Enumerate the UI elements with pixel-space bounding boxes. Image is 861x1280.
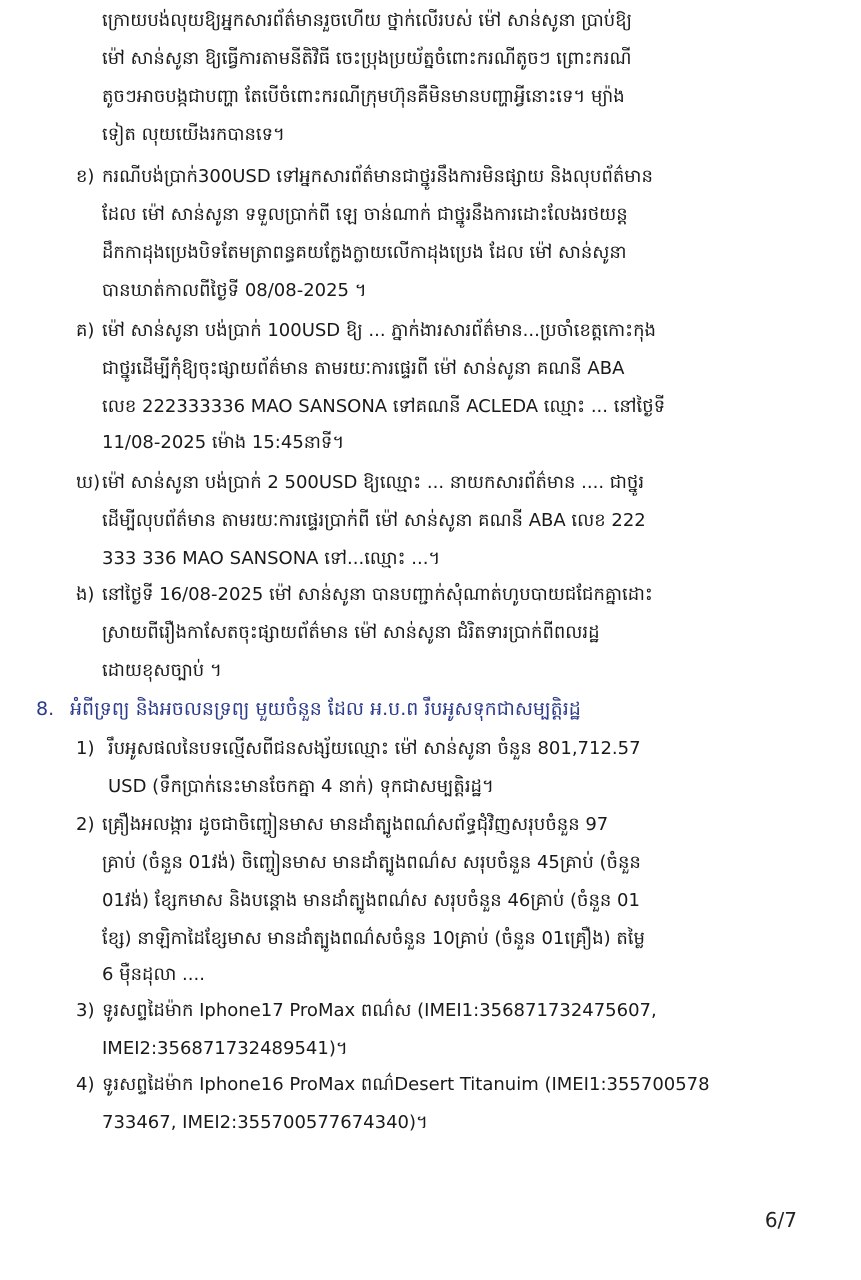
page-number: 6/7 [764,1208,797,1232]
numbered-label: 4) [76,1074,95,1095]
paragraph-line: ម៉ៅ សាន់សូនា ឱ្យធ្វើការតាមនីតិវិធី ចេះប្រុងប្រយ័ត្នចំពោះករណីតូចៗ ព្រោះករណី [102,48,632,69]
paragraph-line: គ្រឿងអលង្ការ ដូចជាចិញ្ចៀនមាស មានដាំត្បូងពណ៌សព័ទ្ធជុំវិញសរុបចំនួន 97 [102,814,609,835]
item-label: ង) [76,584,95,605]
paragraph-line: តូចៗអាចបង្កជាបញ្ហា តែបើចំពោះករណីក្រុមហ៊ុនគឺមិនមានបញ្ហាអ្វីនោះទេ។ ម្យ៉ាង [102,86,625,107]
paragraph-line: គ្រាប់ (ចំនួន 01វង់) ចិញ្ចៀនមាស មានដាំត្បូងពណ៌ស សរុបចំនួន 45គ្រាប់ (ចំនួន [102,852,641,873]
paragraph-line: ម៉ៅ សាន់សូនា បង់ប្រាក់ 100USD ឱ្យ ... ភ្នាក់ងារសារព័ត៌មាន...ប្រចាំខេត្តកោះកុង [102,320,656,341]
paragraph-line: ដឹកកាដុងប្រេងបិទតែមត្រាពន្ធគយក្លែងក្លាយលើកាដុងប្រេង ដែល ម៉ៅ សាន់សូនា [102,242,627,263]
paragraph-line: ដើម្បីលុបព័ត៌មាន តាមរយៈការផ្ទេរប្រាក់ពី ម៉ៅ សាន់សូនា គណនី ABA លេខ 222 [102,510,646,531]
paragraph-line: 6 ម៉ឺនដុលា .... [102,964,205,985]
paragraph-line: ក្រោយបង់លុយឱ្យអ្នកសារព័ត៌មានរួចហើយ ថ្នាក់លើរបស់ ម៉ៅ សាន់សូនា ប្រាប់ឱ្យ [102,10,632,31]
section-title: អំពីទ្រព្យ និងអចលនទ្រព្យ មួយចំនួន ដែល អ.ប.ព រឹបអូសទុកជាសម្បត្តិរដ្ឋ [70,698,581,720]
paragraph-line: ទូរសព្ទដៃម៉ាក Iphone17 ProMax ពណ៌ស (IMEI1:356871732475607, [102,1000,657,1021]
paragraph-line: ករណីបង់ប្រាក់300USD ទៅអ្នកសារព័ត៌មានជាថ្នូរនឹងការមិនផ្សាយ និងលុបព័ត៌មាន [102,166,653,187]
item-label: ខ) [76,166,95,187]
paragraph-line: បានឃាត់កាលពីថ្ងៃទី 08/08-2025 ។ [102,280,367,301]
paragraph-line: ទៀត លុយយើងរកបានទេ។ [102,124,285,145]
paragraph-line: ដែល ម៉ៅ សាន់សូនា ទទួលប្រាក់ពី ឡេ ចាន់ណាក់ ជាថ្នូរនឹងការដោះលែងរថយន្ត [102,204,628,225]
paragraph-line: IMEI2:356871732489541)។ [102,1038,348,1059]
paragraph-line: លេខ 222333336 MAO SANSONA ទៅគណនី ACLEDA ឈ្មោះ ... នៅថ្ងៃទី [102,396,666,417]
paragraph-line: 733467, IMEI2:355700577674340)។ [102,1112,428,1133]
paragraph-line: ម៉ៅ សាន់សូនា បង់ប្រាក់ 2 500USD ឱ្យឈ្មោះ ... នាយកសារព័ត៌មាន .... ជាថ្នូរ [102,472,645,493]
item-label: ឃ) [76,472,101,493]
paragraph-line: 11/08-2025 ម៉ោង 15:45នាទី។ [102,432,345,453]
paragraph-line: 01វង់) ខ្សែកមាស និងបន្តោង មានដាំត្បូងពណ៌ស សរុបចំនួន 46គ្រាប់ (ចំនួន 01 [102,890,640,911]
numbered-label: 1) [76,738,95,759]
paragraph-line: ដោយខុសច្បាប់ ។ [102,660,222,681]
paragraph-line: ស្រាយពីរឿងកាសែតចុះផ្សាយព័ត៌មាន ម៉ៅ សាន់សូនា ជំរិតទារប្រាក់ពីពលរដ្ឋ [102,622,600,643]
paragraph-line: USD (ទឹកប្រាក់់នេះមានចែកគ្នា 4 នាក់) ទុកជាសម្បត្តិរដ្ឋ។ [108,776,494,797]
paragraph-line: ជាថ្នូរដើម្បីកុំឱ្យចុះផ្សាយព័ត៌មាន តាមរយៈការផ្ទេរពី ម៉ៅ សាន់សូនា គណនី ABA [102,358,625,379]
paragraph-line: ទូរសព្ទដៃម៉ាក Iphone16 ProMax ពណ៌Desert Titanuim (IMEI1:355700578 [102,1074,710,1095]
numbered-label: 2) [76,814,95,835]
paragraph-line: ខ្សែ) នាឡិកាដៃខ្សែមាស មានដាំត្បូងពណ៌សចំនួន 10គ្រាប់ (ចំនួន 01គ្រឿង) តម្លៃ [102,928,645,949]
numbered-label: 3) [76,1000,95,1021]
paragraph-line: នៅថ្ងៃទី 16/08-2025 ម៉ៅ សាន់សូនា បានបញ្ជាក់សុំណាត់ហូបបាយជជែកគ្នាដោះ [102,584,653,605]
item-label: គ) [76,320,95,341]
paragraph-line: រឹបអូសផលនៃបទល្មើសពីជនសង្ស័យឈ្មោះ ម៉ៅ សាន់សូនា ចំនួន 801,712.57 [108,738,641,759]
paragraph-line: 333 336 MAO SANSONA ទៅ...ឈ្មោះ ...។ [102,548,441,569]
section-number: 8. [36,698,55,720]
